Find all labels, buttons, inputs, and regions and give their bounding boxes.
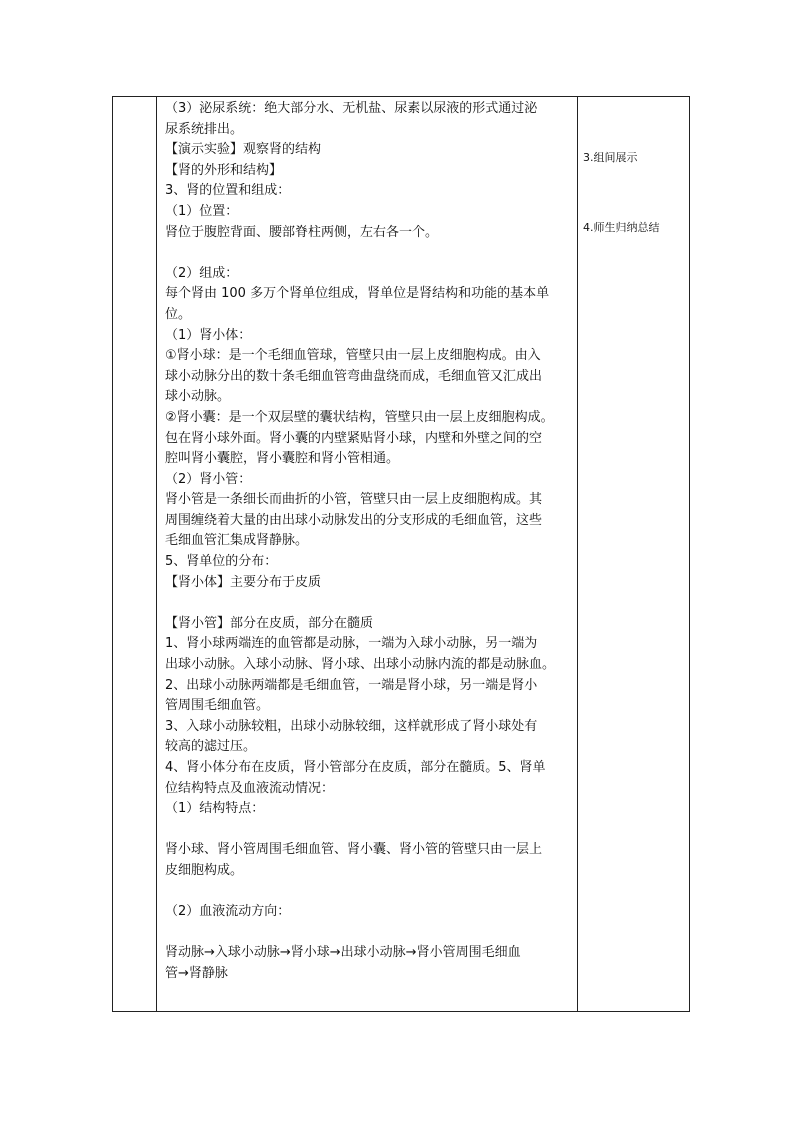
content-line: 5、肾单位的分布： — [165, 554, 278, 570]
content-line: 3、入球小动脉较粗，出球小动脉较细，这样就形成了肾小球处有 — [165, 718, 538, 734]
content-column — [165, 99, 575, 985]
content-line: 肾位于腹腔背面、腰部脊柱两侧，左右各一个。 — [165, 224, 439, 240]
content-line — [165, 243, 575, 264]
content-line: 尿系统排出。 — [165, 121, 244, 137]
column-divider-left — [156, 97, 157, 1011]
content-line: （1）位置： — [165, 203, 239, 219]
content-line: （2）肾小管： — [165, 471, 252, 487]
content-line — [165, 923, 575, 944]
content-line: 毛细血管汇集成肾静脉。 — [165, 533, 309, 549]
content-line: 管周围毛细血管。 — [165, 698, 270, 714]
content-line: 【肾小体】主要分布于皮质 — [165, 574, 322, 590]
side-note-group-display: 3.组间展示 — [583, 151, 638, 164]
content-line: 【肾的外形和结构】 — [165, 162, 283, 178]
content-line: （1）结构特点： — [165, 801, 265, 817]
content-line: （2）血液流动方向： — [165, 904, 291, 920]
content-line: 【演示实验】观察肾的结构 — [165, 142, 322, 158]
content-line: ①肾小球：是一个毛细血管球，管壁只由一层上皮细胞构成。由入 — [165, 348, 541, 364]
content-line: 球小动脉。 — [165, 389, 231, 405]
content-line: 【肾小管】部分在皮质，部分在髓质 — [165, 615, 374, 631]
content-line: 1、肾小球两端连的血管都是动脉，一端为入球小动脉，另一端为 — [165, 636, 538, 652]
content-line: （1）肾小体： — [165, 327, 252, 343]
content-line: 肾动脉→入球小动脉→肾小球→出球小动脉→肾小管周围毛细血 — [165, 945, 521, 961]
content-line: 周围缠绕着大量的由出球小动脉发出的分支形成的毛细血管，这些 — [165, 512, 543, 528]
content-line: （2）组成： — [165, 265, 239, 281]
lesson-table — [112, 96, 690, 1012]
content-line: 腔叫肾小囊腔，肾小囊腔和肾小管相通。 — [165, 451, 400, 467]
content-line — [165, 882, 575, 903]
content-line: （3）泌尿系统：绝大部分水、无机盐、尿素以尿液的形式通过泌 — [165, 101, 538, 116]
content-line: 皮细胞构成。 — [165, 862, 244, 878]
content-line: 每个肾由 100 多万个肾单位组成，肾单位是肾结构和功能的基本单 — [165, 286, 550, 302]
content-line: ②肾小囊：是一个双层壁的囊状结构，管壁只由一层上皮细胞构成。 — [165, 409, 554, 425]
content-line — [165, 593, 575, 614]
content-line: 管→肾静脉 — [165, 965, 228, 981]
content-line: 出球小动脉。入球小动脉、肾小球、出球小动脉内流的都是动脉血。 — [165, 657, 556, 673]
content-line: 4、肾小体分布在皮质，肾小管部分在皮质，部分在髓质。5、肾单 — [165, 760, 546, 775]
content-line: 位结构特点及血液流动情况： — [165, 780, 335, 796]
content-line: 2、出球小动脉两端都是毛细血管，一端是肾小球，另一端是肾小 — [165, 677, 538, 693]
content-line: 包在肾小球外面。肾小囊的内壁紧贴肾小球，内壁和外壁之间的空 — [165, 430, 543, 446]
content-line: 肾小管是一条细长而曲折的小管，管壁只由一层上皮细胞构成。其 — [165, 492, 543, 508]
content-line: 较高的滤过压。 — [165, 739, 257, 755]
content-line: 肾小球、肾小管周围毛细血管、肾小囊、肾小管的管壁只由一层上 — [165, 842, 543, 858]
side-note-summary: 4.师生归纳总结 — [583, 221, 660, 234]
column-divider-right — [577, 97, 578, 1011]
content-line: 3、肾的位置和组成： — [165, 183, 291, 199]
content-line: 位。 — [165, 306, 192, 322]
content-line — [165, 820, 575, 841]
content-line: 球小动脉分出的数十条毛细血管弯曲盘绕而成，毛细血管又汇成出 — [165, 368, 543, 384]
